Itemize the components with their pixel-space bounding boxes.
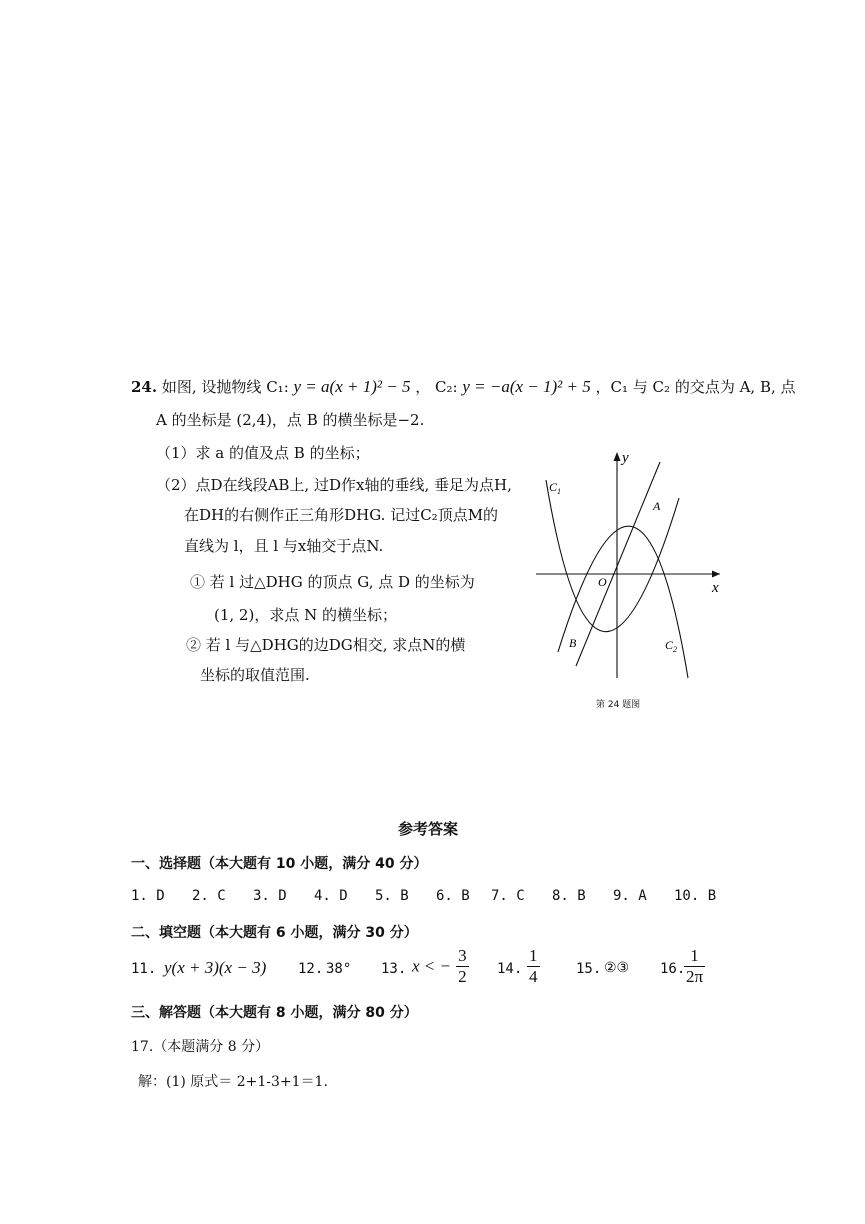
line-ab bbox=[576, 462, 660, 666]
origin-label: O bbox=[598, 575, 607, 589]
answers-title: 参考答案 bbox=[398, 820, 459, 838]
fill-13-label: 13. bbox=[381, 961, 407, 977]
fill-11-label: 11. bbox=[131, 961, 157, 977]
fill-14-denominator: 4 bbox=[529, 967, 538, 986]
x-axis-label: x bbox=[712, 580, 719, 596]
y-axis-label: y bbox=[622, 450, 629, 466]
fill-13-fraction bbox=[456, 946, 469, 987]
mc-answer-5: 5. B bbox=[375, 888, 409, 904]
point-a-label: A bbox=[653, 499, 661, 513]
c1-label-fig: $C_1$ bbox=[549, 480, 562, 496]
q24-part2-line1: （2）点D在线段AB上, 过D作x轴的垂线, 垂足为点H, bbox=[156, 476, 512, 494]
q24-intersection-text: ，C₁ 与 C₂ 的交点为 A, B, 点 bbox=[595, 378, 796, 396]
fill-16-denominator: 2π bbox=[686, 967, 704, 986]
mc-answer-9: 9. A bbox=[613, 888, 647, 904]
q24-sub2-line2: 坐标的取值范围. bbox=[200, 666, 310, 684]
mc-answer-2: 2. C bbox=[192, 888, 226, 904]
q24-sub1-line2: (1, 2)，求点 N 的横坐标； bbox=[214, 606, 397, 624]
section3-heading: 三、解答题（本大题有 8 小题，满分 80 分） bbox=[131, 1005, 418, 1021]
fill-13-denominator: 2 bbox=[458, 967, 467, 986]
fill-14-answer bbox=[527, 946, 540, 987]
q24-sub1-line1: ① 若 l 过△DHG 的顶点 G, 点 D 的坐标为 bbox=[190, 573, 475, 591]
fill-16-label: 16. bbox=[660, 961, 686, 977]
figure-caption: 第 24 题图 bbox=[596, 700, 641, 710]
mc-answer-1: 1. D bbox=[131, 888, 165, 904]
problem-17-solution: 解：(1) 原式＝ 2+1-3+1＝1. bbox=[138, 1074, 328, 1090]
q24-part2-line2: 在DH的右侧作正三角形DHG. 记过C₂顶点M的 bbox=[184, 506, 499, 524]
fill-14-numerator: 1 bbox=[529, 946, 538, 965]
c2-label: C₂: bbox=[435, 378, 463, 396]
fill-13-prefix: x < − bbox=[412, 956, 451, 976]
q24-part1: （1）求 a 的值及点 B 的坐标； bbox=[156, 444, 370, 462]
fill-16-answer bbox=[684, 946, 705, 987]
fill-16-fraction bbox=[684, 946, 705, 987]
q24-line1 bbox=[131, 376, 796, 398]
q24-line2: A 的坐标是 (2,4)，点 B 的横坐标是−2. bbox=[156, 411, 425, 429]
point-b-label: B bbox=[569, 636, 577, 650]
fill-15-answer: ②③ bbox=[604, 960, 630, 976]
fill-16-numerator: 1 bbox=[684, 946, 705, 967]
fill-11-answer: y(x + 3)(x − 3) bbox=[164, 958, 267, 977]
fill-13-answer bbox=[412, 946, 469, 987]
mc-answer-10: 10. B bbox=[674, 888, 717, 904]
c2-label-fig: $C_2$ bbox=[665, 638, 678, 654]
problem-17-heading: 17.（本题满分 8 分） bbox=[131, 1039, 270, 1055]
fill-14-label: 14. bbox=[497, 961, 523, 977]
mc-answer-8: 8. B bbox=[552, 888, 586, 904]
q24-sub2-line1: ② 若 l 与△DHG的边DG相交, 求点N的横 bbox=[186, 636, 466, 654]
mc-answer-7: 7. C bbox=[491, 888, 525, 904]
q24-part2-line3: 直线为 l，且 l 与x轴交于点N. bbox=[184, 537, 384, 555]
mc-answer-4: 4. D bbox=[314, 888, 348, 904]
y-axis-arrow bbox=[614, 452, 621, 461]
fill-12-answer: 38° bbox=[326, 961, 352, 977]
fill-12-label: 12. bbox=[298, 961, 324, 977]
mc-answer-6: 6. B bbox=[436, 888, 470, 904]
q24-figure bbox=[520, 440, 740, 690]
mc-answer-3: 3. D bbox=[253, 888, 287, 904]
q24-number: 24. bbox=[131, 378, 158, 396]
fill-14-fraction bbox=[527, 946, 540, 987]
fill-13-numerator: 3 bbox=[458, 946, 467, 965]
c1-label: C₁: bbox=[266, 378, 294, 396]
q24-intro: 如图, 设抛物线 bbox=[161, 378, 267, 396]
section1-heading: 一、选择题（本大题有 10 小题，满分 40 分） bbox=[131, 856, 428, 872]
section2-heading: 二、填空题（本大题有 6 小题，满分 30 分） bbox=[131, 925, 418, 941]
x-axis-arrow bbox=[712, 571, 720, 578]
q24-sep: ， bbox=[415, 378, 431, 396]
c1-equation: y = a(x + 1)² − 5 bbox=[293, 377, 411, 396]
c2-equation: y = −a(x − 1)² + 5 bbox=[462, 377, 591, 396]
fill-15-label: 15. bbox=[576, 961, 602, 977]
